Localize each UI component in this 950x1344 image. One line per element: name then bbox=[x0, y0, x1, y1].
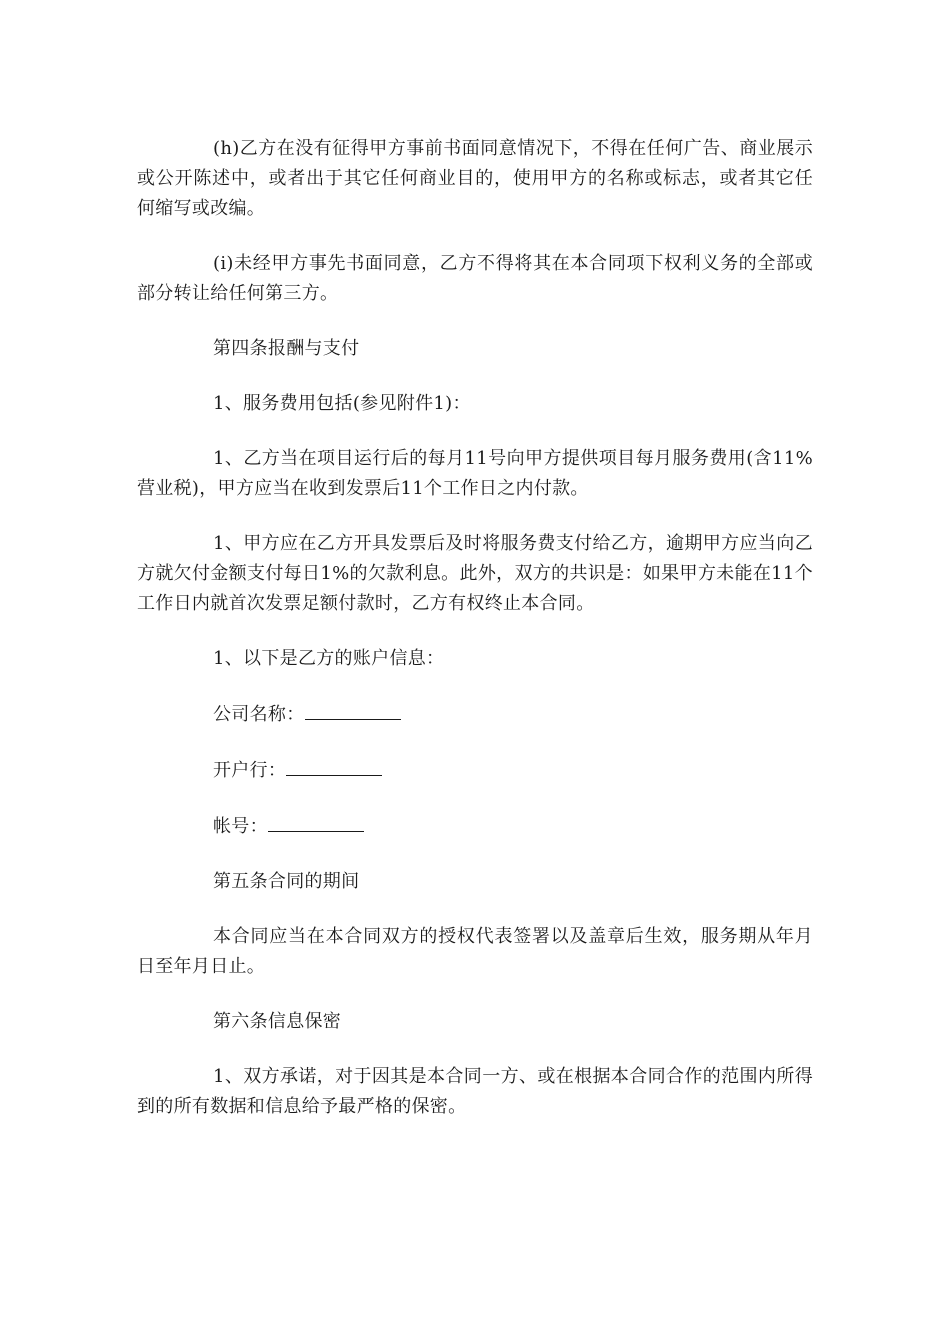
bank-field bbox=[137, 755, 813, 786]
article-5-title: 第五条合同的期间 bbox=[213, 871, 360, 892]
clause-i: (i)未经甲方事先书面同意，乙方不得将其在本合同项下权利义务的全部或部分转让给任何第三方。 bbox=[137, 253, 813, 304]
article-6-title: 第六条信息保密 bbox=[213, 1011, 342, 1032]
clause-h: (h)乙方在没有征得甲方事前书面同意情况下，不得在任何广告、商业展示或公开陈述中，或者出于其它任何商业目的，使用甲方的名称或标志，或者其它任何缩写或改编。 bbox=[137, 138, 813, 219]
bank-blank bbox=[286, 755, 382, 776]
company-name-label: 公司名称： bbox=[213, 704, 305, 725]
article-4-item-4: 1、以下是乙方的账户信息： bbox=[213, 648, 445, 669]
article-5-text: 本合同应当在本合同双方的授权代表签署以及盖章后生效，服务期从年月日至年月日止。 bbox=[137, 926, 813, 977]
article-4-title: 第四条报酬与支付 bbox=[213, 338, 360, 359]
document-page bbox=[137, 134, 813, 1147]
article-6-text: 1、双方承诺，对于因其是本合同一方、或在根据本合同合作的范围内所得到的所有数据和信息给予最严格的保密。 bbox=[137, 1066, 813, 1117]
bank-label: 开户行： bbox=[213, 760, 287, 781]
account-number-blank bbox=[268, 811, 364, 832]
account-number-field bbox=[137, 811, 813, 842]
article-4-item-3: 1、甲方应在乙方开具发票后及时将服务费支付给乙方，逾期甲方应当向乙方就欠付金额支付每日1%的欠款利息。此外，双方的共识是：如果甲方未能在11个工作日内就首次发票足额付款时，乙方有权终止本合同。 bbox=[137, 533, 813, 614]
article-4-item-1: 1、服务费用包括(参见附件1)： bbox=[213, 393, 471, 414]
account-number-label: 帐号： bbox=[213, 816, 268, 837]
company-name-field bbox=[137, 699, 813, 730]
article-4-item-2: 1、乙方当在项目运行后的每月11号向甲方提供项目每月服务费用(含11%营业税)，甲方应当在收到发票后11个工作日之内付款。 bbox=[137, 448, 813, 499]
company-name-blank bbox=[305, 699, 401, 720]
